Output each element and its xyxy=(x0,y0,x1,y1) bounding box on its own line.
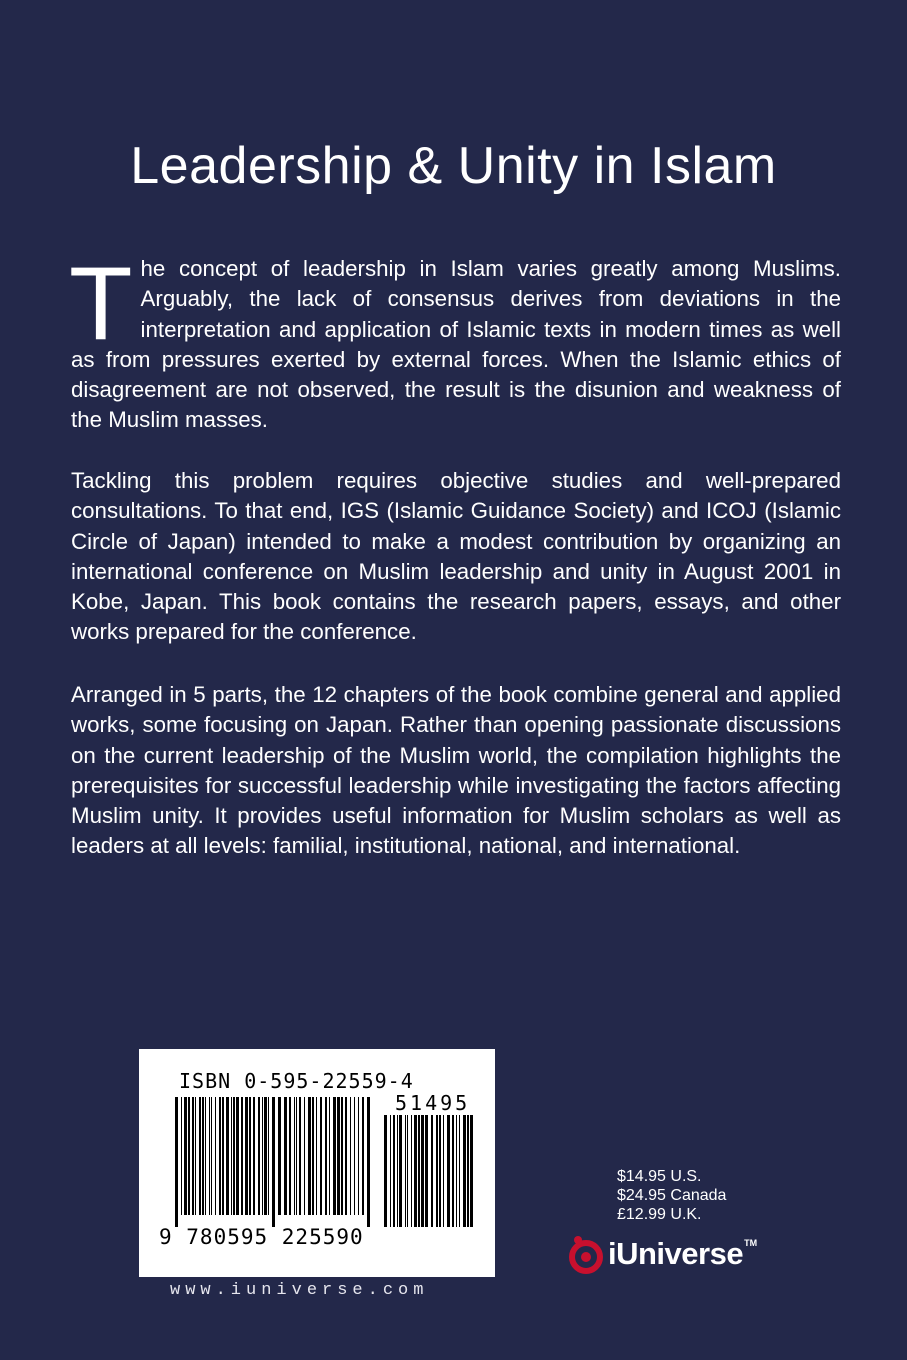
description-paragraph-1 xyxy=(69,246,841,436)
barcode-bar xyxy=(470,1115,473,1227)
barcode-bar xyxy=(209,1097,210,1215)
barcode-bar xyxy=(181,1097,182,1215)
paragraph-1-text: he concept of leadership in Islam varies greatly among Muslims. Arguably, the lack of consensus derives from deviations in the interpretation and application of Islamic texts in modern times as well as from pressures exerted by external forces. When the Islamic ethics of disagreement are not observed, the result is the disunion and weakness of the Muslim masses. xyxy=(71,256,841,433)
price-us: $14.95 U.S. xyxy=(617,1168,702,1185)
barcode-bar xyxy=(278,1097,281,1215)
barcode-bar xyxy=(236,1097,239,1215)
barcode-bar xyxy=(258,1097,260,1215)
book-title: Leadership & Unity in Islam xyxy=(130,137,777,195)
barcode-bar xyxy=(316,1097,317,1215)
barcode-bar xyxy=(222,1097,224,1215)
barcode-bar xyxy=(354,1097,355,1215)
barcode-bar xyxy=(215,1097,216,1215)
barcode-bar xyxy=(249,1097,251,1215)
price-barcode xyxy=(384,1115,476,1227)
barcode-bar xyxy=(337,1097,340,1215)
barcode-bar xyxy=(325,1097,327,1215)
ean-barcode xyxy=(175,1097,371,1227)
barcode-bar xyxy=(268,1097,269,1215)
barcode-bar xyxy=(233,1097,235,1215)
barcode-bar xyxy=(219,1097,221,1215)
isbn-barcode-block xyxy=(139,1049,495,1277)
barcode-bar xyxy=(362,1097,364,1215)
barcode-bar xyxy=(296,1097,297,1215)
barcode-bar xyxy=(463,1115,466,1227)
barcode-bar xyxy=(199,1097,201,1215)
barcode-bar xyxy=(425,1115,428,1227)
barcode-bar xyxy=(350,1097,351,1215)
barcode-bar xyxy=(253,1097,255,1215)
barcode-bar xyxy=(431,1115,433,1227)
isbn-label: ISBN 0-595-22559-4 xyxy=(179,1069,414,1093)
barcode-bar xyxy=(289,1097,291,1215)
barcode-bar xyxy=(272,1097,275,1227)
barcode-bar xyxy=(407,1115,408,1227)
barcode-bar xyxy=(195,1097,196,1215)
trademark-mark: TM xyxy=(744,1238,758,1248)
barcode-bar xyxy=(175,1097,178,1227)
barcode-bar xyxy=(418,1115,420,1227)
barcode-bar xyxy=(393,1115,395,1227)
price-list xyxy=(617,1167,726,1224)
price-uk: £12.99 U.K. xyxy=(617,1206,702,1223)
barcode-bar xyxy=(299,1097,301,1215)
description-paragraph-2: Tackling this problem requires objective studies and well-prepared consultations. To that end, IGS (Islamic Guidance Society) and ICOJ (Islamic Circle of Japan) intended to make a modest contribution by organizing an international conference on Muslim leadership and unity in August 2001 in Kobe, Japan. This book contains the research papers, essays, and other works prepared for the conference. xyxy=(71,468,841,645)
barcode-bar xyxy=(308,1097,311,1215)
barcode-bar xyxy=(262,1097,263,1215)
barcode-bar xyxy=(341,1097,343,1215)
barcode-bar xyxy=(264,1097,267,1215)
barcode-bar xyxy=(421,1115,424,1227)
description-paragraph-3: Arranged in 5 parts, the 12 chapters of the book combine general and applied works, some focusing on Japan. Rather than opening passionate discussions on the current leadership of the Muslim world, the compilation highlights the prerequisites for successful leadership while investigating the factors affecting Muslim unity. It provides useful information for Muslim scholars as well as leaders at all levels: familial, institutional, national, and international. xyxy=(71,682,841,859)
publisher-website: www.iuniverse.com xyxy=(170,1281,429,1300)
barcode-bar xyxy=(345,1097,347,1215)
barcode-bar xyxy=(241,1097,243,1215)
barcode-bar xyxy=(436,1115,438,1227)
publisher-name: iUniverse xyxy=(608,1236,744,1271)
barcode-bar xyxy=(245,1097,248,1215)
barcode-bar xyxy=(443,1115,444,1227)
barcode-bar xyxy=(397,1115,398,1227)
barcode-bar xyxy=(456,1115,457,1227)
barcode-bar xyxy=(452,1115,454,1227)
barcode-bar xyxy=(304,1097,305,1215)
barcode-bar xyxy=(405,1115,406,1227)
barcode-bar xyxy=(384,1115,387,1227)
barcode-bar xyxy=(399,1115,402,1227)
barcode-bar xyxy=(329,1097,330,1215)
barcode-bar xyxy=(188,1097,190,1215)
barcode-bar xyxy=(205,1097,206,1215)
price-code: 51495 xyxy=(395,1091,471,1115)
barcode-bar xyxy=(390,1115,391,1227)
barcode-bar xyxy=(202,1097,204,1215)
barcode-bar xyxy=(447,1115,450,1227)
barcode-bar xyxy=(192,1097,194,1215)
publisher-logo xyxy=(566,1232,757,1276)
barcode-bar xyxy=(367,1097,370,1227)
barcode-bar xyxy=(414,1115,417,1227)
barcode-bar xyxy=(211,1097,212,1215)
barcode-bar xyxy=(294,1097,295,1215)
iuniverse-swirl-icon xyxy=(566,1234,606,1274)
barcode-bar xyxy=(320,1097,322,1215)
barcode-bar xyxy=(467,1115,469,1227)
barcode-bar xyxy=(411,1115,412,1227)
barcode-bar xyxy=(312,1097,314,1215)
barcode-bar xyxy=(226,1097,229,1215)
barcode-bar xyxy=(231,1097,232,1215)
drop-cap: T xyxy=(69,246,133,362)
barcode-bar xyxy=(333,1097,336,1215)
isbn-number: 9 780595 225590 xyxy=(159,1225,364,1249)
barcode-bar xyxy=(459,1115,460,1227)
barcode-bar xyxy=(439,1115,441,1227)
barcode-bar xyxy=(284,1097,287,1215)
barcode-bar xyxy=(358,1097,359,1215)
barcode-bar xyxy=(184,1097,187,1215)
price-canada: $24.95 Canada xyxy=(617,1187,727,1204)
